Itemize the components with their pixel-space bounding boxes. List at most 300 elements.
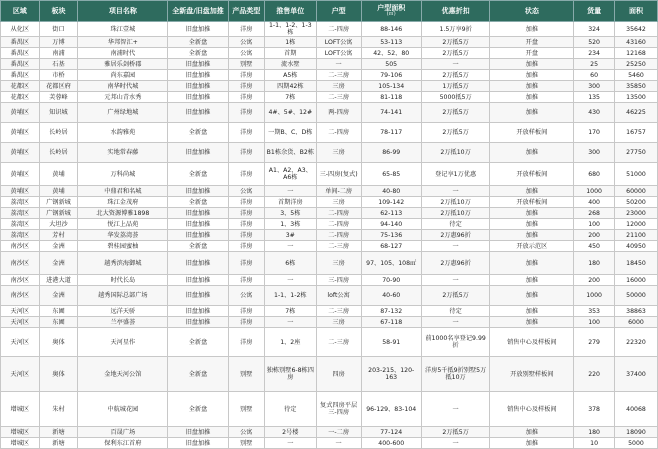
table-cell: 别墅: [228, 357, 265, 392]
table-cell: 旧盘加推: [168, 252, 228, 275]
header-cell: 户型: [316, 1, 361, 22]
table-cell: 番禺区: [1, 59, 40, 70]
table-cell: 远洋天骄: [78, 306, 168, 317]
table-cell: 旧盘加推: [168, 103, 228, 123]
table-cell: 洋房: [228, 208, 265, 219]
table-cell: 加推: [490, 306, 574, 317]
table-cell: 二-四房: [316, 230, 361, 241]
table-cell: 洋房: [228, 123, 265, 143]
table-cell: 洋房: [228, 252, 265, 275]
table-cell: 2号楼: [265, 427, 317, 438]
table-row: [1, 392, 658, 427]
table-cell: 二-三房: [316, 70, 361, 81]
table-cell: 170: [574, 123, 615, 143]
table-cell: 1-1、1-2、1-3栋: [265, 22, 317, 37]
table-cell: 18090: [614, 427, 657, 438]
table-cell: 登记享1万优惠: [421, 163, 490, 186]
table-cell: 南沙区: [1, 241, 40, 252]
table-cell: 234: [574, 48, 615, 59]
table-row: [1, 22, 658, 37]
table-cell: 市桥: [39, 70, 78, 81]
table-cell: 505: [361, 59, 421, 70]
table-cell: 一: [421, 392, 490, 427]
table-cell: 一: [421, 438, 490, 449]
table-cell: 万博: [39, 37, 78, 48]
table-cell: 二-四房: [316, 123, 361, 143]
table-cell: 洋房: [228, 328, 265, 357]
header-area-unit: (㎡): [386, 11, 396, 18]
table-cell: 越秀国际总部广场: [78, 286, 168, 306]
table-cell: 街口: [39, 22, 78, 37]
table-cell: 加推: [490, 286, 574, 306]
table-cell: 一: [316, 438, 361, 449]
table-cell: 加推: [490, 59, 574, 70]
table-cell: 黄埔区: [1, 186, 40, 197]
table-cell: 40-60: [361, 286, 421, 306]
table-cell: 16757: [614, 123, 657, 143]
table-cell: 洋房: [228, 241, 265, 252]
table-cell: 16000: [614, 275, 657, 286]
table-cell: 大坦沙: [39, 219, 78, 230]
table-cell: 尚东嘉园: [78, 70, 168, 81]
table-cell: 旧盘加推: [168, 186, 228, 197]
table-cell: 开盘: [490, 48, 574, 59]
table-row: [1, 48, 658, 59]
table-cell: 华发荔湾荟: [78, 230, 168, 241]
table-cell: 南浦: [39, 48, 78, 59]
header-cell: 面积: [614, 1, 657, 22]
table-cell: 二-四房: [316, 208, 361, 219]
table-cell: 复式四房平层三-四房: [316, 392, 361, 427]
header-cell: 产品类型: [228, 1, 265, 22]
table-cell: 180: [574, 252, 615, 275]
table-cell: 300: [574, 143, 615, 163]
table-cell: loft公寓: [316, 286, 361, 306]
table-cell: 四期42栋: [265, 81, 317, 92]
table-cell: 一: [316, 59, 361, 70]
header-cell: 板块: [39, 1, 78, 22]
table-cell: 旧盘加推: [168, 306, 228, 317]
table-cell: LOFT公寓: [316, 37, 361, 48]
table-row: [1, 219, 658, 230]
table-cell: 353: [574, 306, 615, 317]
table-row: [1, 70, 658, 81]
table-cell: 430: [574, 103, 615, 123]
table-body: [1, 22, 658, 449]
table-cell: 实地常春藤: [78, 143, 168, 163]
table-cell: 2万抵5万: [421, 70, 490, 81]
table-cell: 旧盘加推: [168, 438, 228, 449]
table-cell: 流水墅: [265, 59, 317, 70]
table-cell: 南沙区: [1, 275, 40, 286]
table-cell: 待定: [421, 306, 490, 317]
table-cell: 2万抵5万: [421, 37, 490, 48]
table-row: [1, 438, 658, 449]
table-cell: 加推: [490, 22, 574, 37]
table-cell: 2万抵10万: [421, 143, 490, 163]
table-cell: 268: [574, 208, 615, 219]
table-cell: A5栋: [265, 70, 317, 81]
table-cell: 50200: [614, 197, 657, 208]
header-cell: 全新盘/旧盘加推: [168, 1, 228, 22]
header-cell: 优惠折扣: [421, 1, 490, 22]
table-cell: 13500: [614, 92, 657, 103]
table-cell: 黄埔: [39, 163, 78, 186]
table-cell: 元邦山青水秀: [78, 92, 168, 103]
table-cell: 荔湾区: [1, 197, 40, 208]
table-cell: 天河星作: [78, 328, 168, 357]
table-cell: 1-1、1-2栋: [265, 286, 317, 306]
table-cell: 1栋: [265, 37, 317, 48]
table-cell: 全新盘: [168, 392, 228, 427]
table-cell: 越秀滨海御城: [78, 252, 168, 275]
table-cell: 68-127: [361, 241, 421, 252]
table-row: [1, 317, 658, 328]
table-cell: 一: [421, 59, 490, 70]
table-cell: 一期B、C、D栋: [265, 123, 317, 143]
table-cell: 增城区: [1, 427, 40, 438]
table-cell: 黄埔区: [1, 103, 40, 123]
table-cell: 番禺区: [1, 48, 40, 59]
table-cell: 天河区: [1, 317, 40, 328]
table-cell: 开放样板间: [490, 163, 574, 186]
table-cell: 81-118: [361, 92, 421, 103]
table-cell: 长岭居: [39, 143, 78, 163]
table-cell: 2万惠96折: [421, 230, 490, 241]
table-cell: 待定: [265, 392, 317, 427]
table-cell: 金洲: [39, 241, 78, 252]
table-cell: 番禺区: [1, 70, 40, 81]
table-cell: 180: [574, 427, 615, 438]
table-cell: 首期: [265, 48, 317, 59]
table-cell: 开放别墅样板间: [490, 357, 574, 392]
table-cell: 花都区: [1, 81, 40, 92]
table-cell: 400-600: [361, 438, 421, 449]
table-cell: 2万惠96折: [421, 252, 490, 275]
table-cell: 7栋: [265, 306, 317, 317]
table-cell: 324: [574, 22, 615, 37]
table-cell: 7栋: [265, 92, 317, 103]
table-cell: 二-三房: [316, 328, 361, 357]
table-cell: 加推: [490, 230, 574, 241]
table-cell: 珠江壹城: [78, 22, 168, 37]
table-cell: 奥体: [39, 357, 78, 392]
table-cell: 三-四房(复式): [316, 163, 361, 186]
table-cell: 43160: [614, 37, 657, 48]
table-cell: 黄埔区: [1, 123, 40, 143]
table-cell: 洋房: [228, 275, 265, 286]
table-cell: 77-124: [361, 427, 421, 438]
table-cell: 70-90: [361, 275, 421, 286]
table-cell: 200: [574, 275, 615, 286]
table-cell: 奥体: [39, 328, 78, 357]
table-cell: 洋房: [228, 230, 265, 241]
table-cell: 长岭居: [39, 123, 78, 143]
table-cell: 旧盘加推: [168, 230, 228, 241]
table-cell: 100: [574, 317, 615, 328]
table-row: [1, 103, 658, 123]
table-cell: 中航城花园: [78, 392, 168, 427]
table-cell: 花都区: [1, 92, 40, 103]
table-cell: 公寓: [228, 37, 265, 48]
table-cell: 天河区: [1, 306, 40, 317]
table-cell: 前1000名享登记9.99折: [421, 328, 490, 357]
table-cell: 加推: [490, 70, 574, 81]
table-cell: 75-136: [361, 230, 421, 241]
table-cell: 荔湾区: [1, 208, 40, 219]
table-row: [1, 275, 658, 286]
table-cell: 加推: [490, 438, 574, 449]
table-cell: 知识城: [39, 103, 78, 123]
table-cell: 待定: [421, 219, 490, 230]
table-cell: 1万抵5万: [421, 81, 490, 92]
table-row: [1, 92, 658, 103]
table-cell: 天河区: [1, 328, 40, 357]
table-cell: 加推: [490, 219, 574, 230]
table-cell: 10: [574, 438, 615, 449]
table-cell: 加推: [490, 275, 574, 286]
table-cell: 石基: [39, 59, 78, 70]
table-cell: 洋房: [228, 197, 265, 208]
table-cell: 洋房: [228, 219, 265, 230]
table-cell: 全新盘: [168, 37, 228, 48]
table-cell: 60: [574, 70, 615, 81]
table-cell: 78-117: [361, 123, 421, 143]
table-cell: 25: [574, 59, 615, 70]
table-cell: 35850: [614, 81, 657, 92]
table-cell: 二-三房: [316, 92, 361, 103]
table-cell: 全新盘: [168, 241, 228, 252]
table-cell: 27750: [614, 143, 657, 163]
table-cell: 洋房: [228, 81, 265, 92]
table-cell: 4#、5#、12#: [265, 103, 317, 123]
table-cell: 百晟广场: [78, 427, 168, 438]
table-cell: 三房: [316, 197, 361, 208]
table-cell: 新塘: [39, 438, 78, 449]
table-cell: 加推: [490, 92, 574, 103]
table-cell: 1000: [574, 186, 615, 197]
table-cell: 3#: [265, 230, 317, 241]
table-cell: 一: [421, 186, 490, 197]
table-cell: 一: [265, 438, 317, 449]
table-cell: 三房: [316, 252, 361, 275]
table-cell: 天河区: [1, 357, 40, 392]
table-cell: 109-142: [361, 197, 421, 208]
table-cell: 2万抵10万: [421, 197, 490, 208]
table-cell: 2万抵10万: [421, 208, 490, 219]
header-area-label: 户型面积: [377, 4, 406, 13]
table-cell: 74-141: [361, 103, 421, 123]
table-cell: 公寓: [228, 427, 265, 438]
table-cell: 12168: [614, 48, 657, 59]
table-cell: 时代长岛: [78, 275, 168, 286]
header-cell: [361, 1, 421, 22]
table-cell: 378: [574, 392, 615, 427]
header-cell: 区域: [1, 1, 40, 22]
table-cell: 97、105、108㎡: [361, 252, 421, 275]
header-cell: 项目名称: [78, 1, 168, 22]
table-cell: 荔湾区: [1, 219, 40, 230]
table-row: [1, 163, 658, 186]
table-cell: 105-134: [361, 81, 421, 92]
table-cell: 22320: [614, 328, 657, 357]
table-cell: 1000: [574, 286, 615, 306]
header-row: [1, 1, 658, 22]
table-cell: 300: [574, 81, 615, 92]
table-cell: LOFT公寓: [316, 48, 361, 59]
table-cell: 二-三房: [316, 241, 361, 252]
table-cell: 两-四房: [316, 103, 361, 123]
table-cell: 销售中心及样板间: [490, 392, 574, 427]
table-cell: 35642: [614, 22, 657, 37]
table-cell: 洋房: [228, 92, 265, 103]
table-cell: 450: [574, 241, 615, 252]
table-row: [1, 197, 658, 208]
table-cell: 从化区: [1, 22, 40, 37]
table-cell: A1、A2、A3、A6栋: [265, 163, 317, 186]
table-cell: 开盘: [490, 37, 574, 48]
table-cell: 旧盘加推: [168, 143, 228, 163]
table-cell: 悦江上品苑: [78, 219, 168, 230]
table-cell: 洋房: [228, 317, 265, 328]
table-cell: 番禺区: [1, 37, 40, 48]
table-row: [1, 357, 658, 392]
table-cell: 三房: [316, 143, 361, 163]
table-cell: 雅居乐剑桥郡: [78, 59, 168, 70]
table-cell: 广钢新城: [39, 208, 78, 219]
table-cell: 旧盘加推: [168, 59, 228, 70]
table-cell: 公寓: [228, 286, 265, 306]
table-cell: 华邦智汇+: [78, 37, 168, 48]
table-cell: 96-129、83-104: [361, 392, 421, 427]
table-cell: 水韵雅苑: [78, 123, 168, 143]
table-cell: 加推: [490, 103, 574, 123]
table-cell: 79-106: [361, 70, 421, 81]
table-cell: 旧盘加推: [168, 427, 228, 438]
table-cell: 旧盘加推: [168, 22, 228, 37]
table-cell: 520: [574, 37, 615, 48]
table-cell: 一: [421, 317, 490, 328]
table-cell: 46225: [614, 103, 657, 123]
table-row: [1, 143, 658, 163]
table-row: [1, 252, 658, 275]
table-row: [1, 328, 658, 357]
table-cell: 别墅: [228, 59, 265, 70]
table-cell: 二-四房: [316, 219, 361, 230]
table-cell: 金地天河公馆: [78, 357, 168, 392]
table-cell: 三房: [316, 317, 361, 328]
table-row: [1, 123, 658, 143]
table-cell: 加推: [490, 208, 574, 219]
table-cell: 加推: [490, 186, 574, 197]
table-cell: 东圃: [39, 317, 78, 328]
table-row: [1, 306, 658, 317]
table-row: [1, 37, 658, 48]
header-cell: 状态: [490, 1, 574, 22]
table-cell: 58-91: [361, 328, 421, 357]
table-cell: 5000抵5万: [421, 92, 490, 103]
table-cell: 公寓: [228, 186, 265, 197]
table-row: [1, 241, 658, 252]
table-cell: 广州绿地城: [78, 103, 168, 123]
table-cell: 公寓: [228, 48, 265, 59]
table-cell: 全新盘: [168, 197, 228, 208]
table-cell: 5000: [614, 438, 657, 449]
table-cell: 23000: [614, 208, 657, 219]
table-cell: 67-118: [361, 317, 421, 328]
table-cell: 中鼎君和名城: [78, 186, 168, 197]
table-cell: 5460: [614, 70, 657, 81]
table-cell: 独栋别墅6-8栋四房: [265, 357, 317, 392]
table-cell: 100: [574, 219, 615, 230]
table-cell: 42、52、80: [361, 48, 421, 59]
table-cell: 40950: [614, 241, 657, 252]
table-cell: 40068: [614, 392, 657, 427]
table-cell: 南华时代城: [78, 81, 168, 92]
table-cell: 135: [574, 92, 615, 103]
table-cell: 洋房: [228, 70, 265, 81]
table-cell: 东圃: [39, 306, 78, 317]
table-cell: 兰亭盛荟: [78, 317, 168, 328]
table-cell: 400: [574, 197, 615, 208]
table-cell: 94-140: [361, 219, 421, 230]
table-cell: 开放示范区: [490, 241, 574, 252]
table-cell: 680: [574, 163, 615, 186]
table-cell: 旧盘加推: [168, 219, 228, 230]
table-cell: 黄埔区: [1, 143, 40, 163]
table-row: [1, 186, 658, 197]
table-cell: 60000: [614, 186, 657, 197]
table-row: [1, 208, 658, 219]
table-cell: 2万抵5万: [421, 123, 490, 143]
table-cell: 一: [265, 317, 317, 328]
table-cell: 旧盘加推: [168, 286, 228, 306]
table-cell: 增城区: [1, 392, 40, 427]
table-row: [1, 81, 658, 92]
table-cell: 南浦时代: [78, 48, 168, 59]
table-cell: 三-四房: [316, 275, 361, 286]
table-cell: 二-四房: [316, 22, 361, 37]
table-cell: 200: [574, 230, 615, 241]
table-cell: 279: [574, 328, 615, 357]
table-cell: 进港大道: [39, 275, 78, 286]
table-cell: 一: [421, 275, 490, 286]
table-cell: 珠江金茂府: [78, 197, 168, 208]
table-cell: 花都区府: [39, 81, 78, 92]
table-cell: 全新盘: [168, 357, 228, 392]
table-cell: 别墅: [228, 392, 265, 427]
table-cell: 6栋: [265, 252, 317, 275]
table-cell: 洋房: [228, 103, 265, 123]
table-cell: 62-113: [361, 208, 421, 219]
table-cell: 增城区: [1, 438, 40, 449]
table-cell: 旧盘加推: [168, 81, 228, 92]
table-cell: 18450: [614, 252, 657, 275]
table-cell: 1.5万享9折: [421, 22, 490, 37]
table-cell: 旧盘加推: [168, 92, 228, 103]
table-cell: 87-132: [361, 306, 421, 317]
table-cell: 金洲: [39, 252, 78, 275]
table-cell: 203-215、120-163: [361, 357, 421, 392]
table-cell: 四房: [316, 357, 361, 392]
table-cell: 50000: [614, 286, 657, 306]
table-cell: 洋房: [228, 306, 265, 317]
table-cell: 加推: [490, 143, 574, 163]
table-cell: 首期洋房: [265, 197, 317, 208]
table-cell: 2万抵5万: [421, 286, 490, 306]
table-cell: 全新盘: [168, 328, 228, 357]
table-row: [1, 230, 658, 241]
